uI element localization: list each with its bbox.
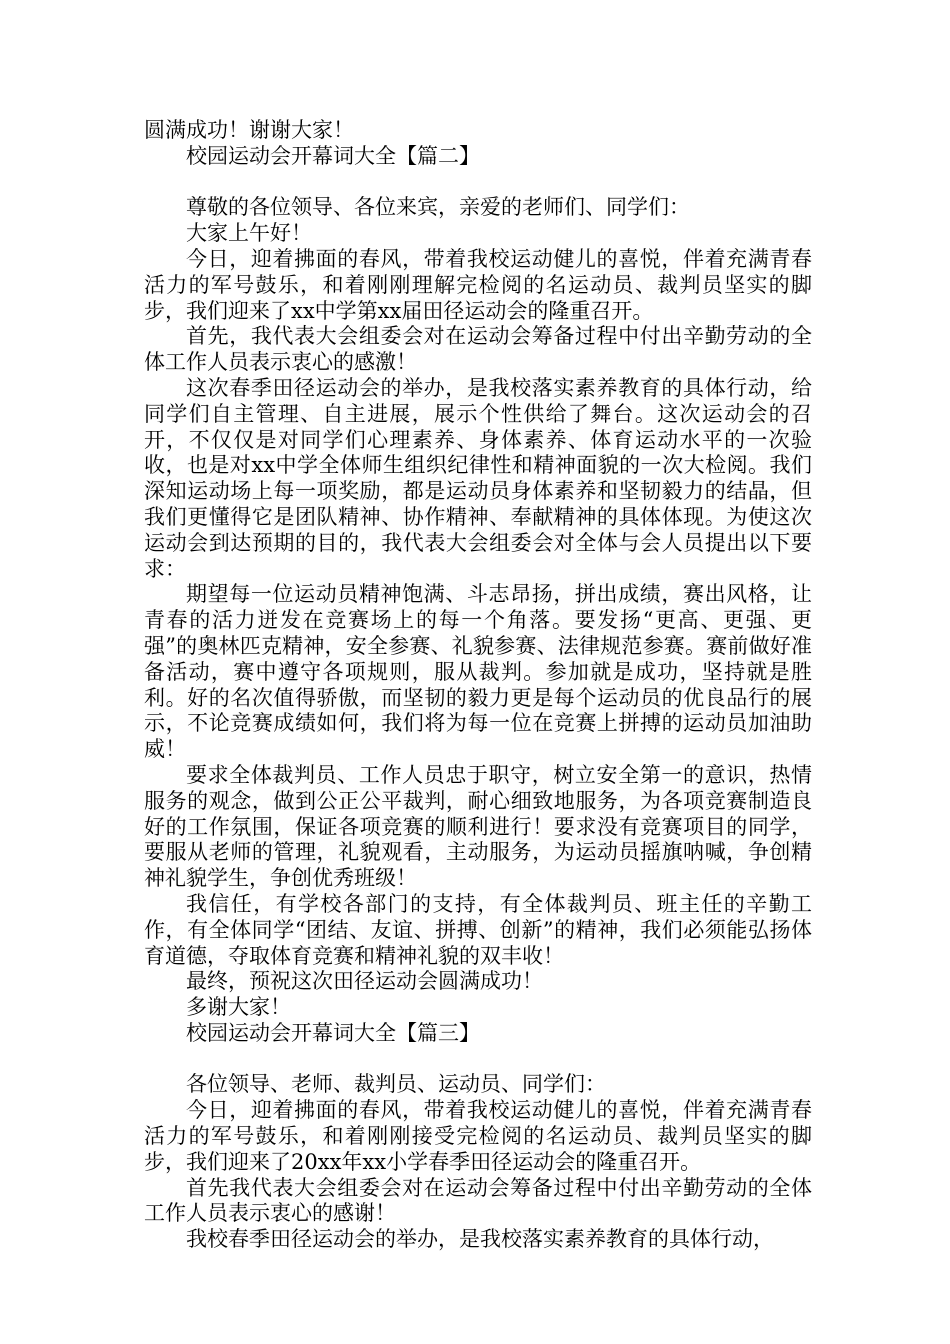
- paragraph: 圆满成功！谢谢大家！: [144, 118, 354, 142]
- salutation: 各位领导、老师、裁判员、运动员、同学们：: [186, 1072, 606, 1097]
- paragraph: 多谢大家！: [186, 995, 291, 1020]
- blank-line: [144, 170, 812, 196]
- paragraph: 首先，我代表大会组委会对在运动会筹备过程中付出辛勤劳动的全体工作人员表示衷心的感激！: [144, 324, 812, 375]
- section-heading: 校园运动会开幕词大全【篇二】: [186, 143, 480, 168]
- paragraph: 我校春季田径运动会的举办，是我校落实素养教育的具体行动，: [186, 1227, 774, 1252]
- paragraph: 最终，预祝这次田径运动会圆满成功！: [186, 969, 543, 994]
- paragraph: 今日，迎着拂面的春风，带着我校运动健儿的喜悦，伴着充满青春活力的军号鼓乐，和着刚刚理解完检阅的名运动员、裁判员坚实的脚步，我们迎来了xx中学第xx届田径运动会的隆重召开。: [144, 246, 812, 323]
- blank-line: [144, 1047, 812, 1073]
- paragraph: 要求全体裁判员、工作人员忠于职守，树立安全第一的意识，热情服务的观念，做到公正公平裁判，耐心细致地服务，为各项竞赛制造良好的工作氛围，保证各项竞赛的顺利进行！要求没有竞赛项目的同学，要服从老师的管理，礼貌观看，主动服务，为运动员摇旗呐喊，争创精神礼貌学生，争创优秀班级！: [144, 762, 812, 891]
- paragraph: 我信任，有学校各部门的支持，有全体裁判员、班主任的辛勤工作，有全体同学“团结、友谊、拼搏、创新”的精神，我们必须能弘扬体育道德，夺取体育竞赛和精神礼貌的双丰收！: [144, 891, 812, 968]
- paragraph: 今日，迎着拂面的春风，带着我校运动健儿的喜悦，伴着充满青春活力的军号鼓乐，和着刚刚接受完检阅的名运动员、裁判员坚实的脚步，我们迎来了20xx年xx小学春季田径运动会的隆重召开。: [144, 1098, 812, 1174]
- paragraph: 这次春季田径运动会的举办，是我校落实素养教育的具体行动，给同学们自主管理、自主进展，展示个性供给了舞台。这次运动会的召开，不仅仅是对同学们心理素养、身体素养、体育运动水平的一次验收，也是对xx中学全体师生组织纪律性和精神面貌的一次大检阅。我们深知运动场上每一项奖励，都是运动员身体素养和坚韧毅力的结晶，但我们更懂得它是团队精神、协作精神、奉献精神的具体体现。为使这次运动会到达预期的目的，我代表大会组委会对全体与会人员提出以下要求：: [144, 375, 812, 581]
- paragraph: 期望每一位运动员精神饱满、斗志昂扬，拼出成绩，赛出风格，让青春的活力迸发在竞赛场上的每一个角落。要发扬“更高、更强、更强”的奥林匹克精神，安全参赛、礼貌参赛、法律规范参赛。赛前做好准备活动，赛中遵守各项规则，服从裁判。参加就是成功，坚持就是胜利。好的名次值得骄傲，而坚韧的毅力更是每个运动员的优良品行的展示，不论竞赛成绩如何，我们将为每一位在竞赛上拼搏的运动员加油助威！: [144, 582, 812, 762]
- greeting: 大家上午好！: [186, 221, 312, 246]
- document-page: [144, 118, 812, 1253]
- salutation: 尊敬的各位领导、各位来宾，亲爱的老师们、同学们：: [186, 195, 690, 220]
- paragraph: 首先我代表大会组委会对在运动会筹备过程中付出辛勤劳动的全体工作人员表示衷心的感谢！: [144, 1175, 812, 1226]
- section-heading: 校园运动会开幕词大全【篇三】: [186, 1020, 480, 1045]
